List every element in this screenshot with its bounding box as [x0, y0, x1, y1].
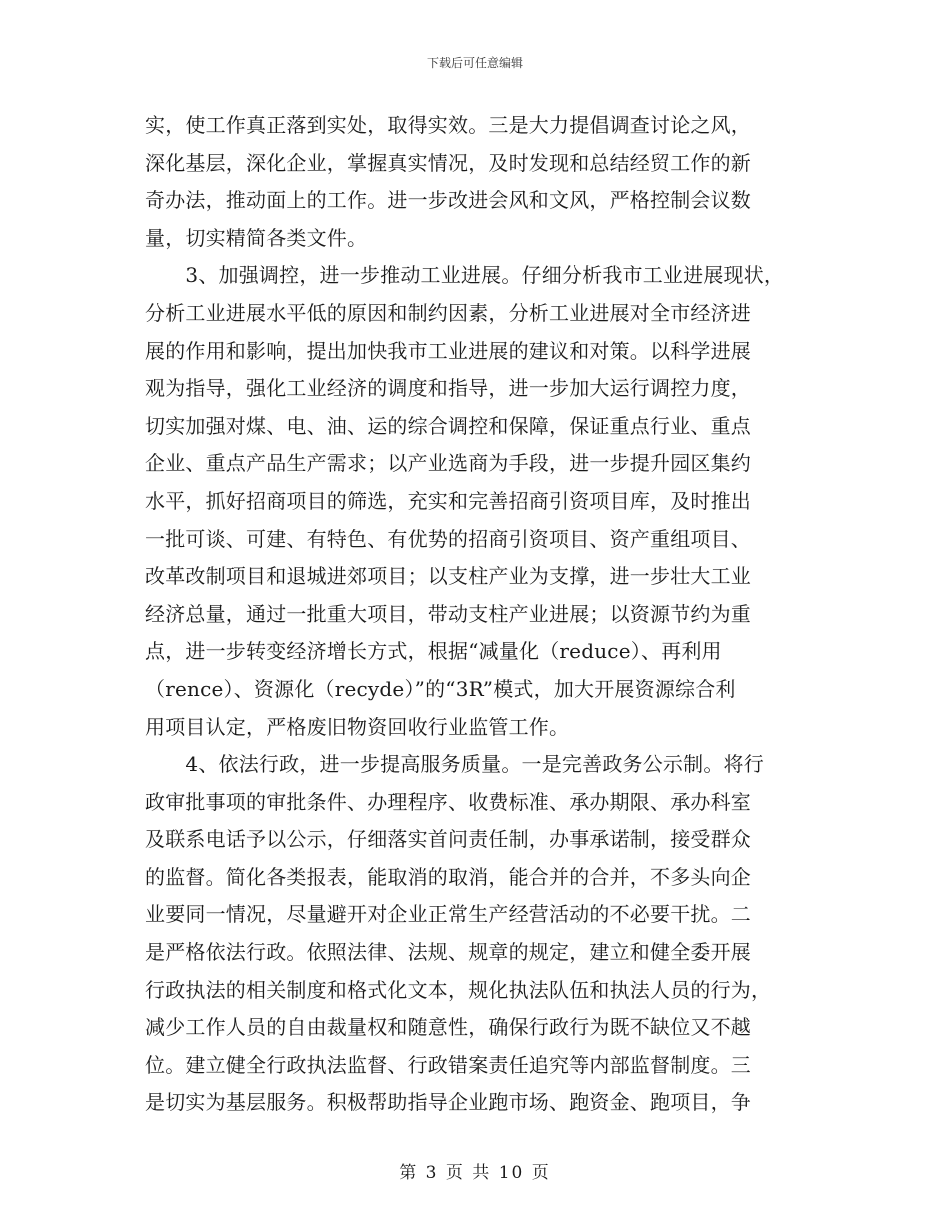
text-line: 及联系电话予以公示，仔细落实首问责任制，办事承诺制，接受群众: [145, 827, 751, 852]
text-line: 观为指导，强化工业经济的调度和指导，进一步加大运行调控力度，: [145, 376, 751, 401]
text-line: 是切实为基层服务。积极帮助指导企业跑市场、跑资金、跑项目，争: [145, 1090, 751, 1115]
text-line: 经济总量，通过一批重大项目，带动支柱产业进展；以资源节约为重: [145, 601, 751, 626]
text-line: 奇办法，推动面上的工作。进一步改进会风和文风，严格控制会议数: [145, 188, 751, 213]
text-line: 的监督。简化各类报表，能取消的取消，能合并的合并，不多头向企: [145, 864, 751, 889]
text-line: 量，切实精简各类文件。: [145, 225, 368, 250]
text-line: 企业、重点产品生产需求；以产业选商为手段，进一步提升园区集约: [145, 451, 751, 476]
text-line: 是严格依法行政。依照法律、法规、规章的规定，建立和健全委开展: [145, 940, 751, 965]
text-line: 位。建立健全行政执法监督、行政错案责任追究等内部监督制度。三: [145, 1052, 751, 1077]
text-line: 业要同一情况，尽量避开对企业正常生产经营活动的不必要干扰。二: [145, 902, 751, 927]
page-number-footer: 第 3 页 共 10 页: [399, 1163, 551, 1183]
text-line: 分析工业进展水平低的原因和制约因素，分析工业进展对全市经济进: [145, 300, 751, 325]
text-line: 点，进一步转变经济增长方式，根据“减量化（reduce）、再利用: [145, 639, 722, 664]
text-line: 用项目认定，严格废旧物资回收行业监管工作。: [145, 714, 570, 739]
text-line: 实，使工作真正落到实处，取得实效。三是大力提倡调查讨论之风，: [145, 113, 751, 137]
text-line: 切实加强对煤、电、油、运的综合调控和保障，保证重点行业、重点: [145, 413, 751, 438]
text-line: 政审批事项的审批条件、办理程序、收费标准、承办期限、承办科室: [145, 789, 751, 814]
text-line: 水平，抓好招商项目的筛选，充实和完善招商引资项目库，及时推出: [145, 488, 751, 513]
text-line: 4、依法行政，进一步提高服务质量。一是完善政务公示制。将行: [145, 752, 764, 777]
text-line: 3、加强调控，进一步推动工业进展。仔细分析我市工业进展现状，: [145, 263, 785, 288]
text-line: 改革改制项目和退城进郊项目；以支柱产业为支撑，进一步壮大工业: [145, 564, 751, 589]
text-line: 深化基层，深化企业，掌握真实情况，及时发现和总结经贸工作的新: [145, 150, 751, 175]
text-line: 展的作用和影响，提出加快我市工业进展的建议和对策。以科学进展: [145, 338, 751, 363]
document-body: [145, 107, 810, 1122]
page-header: 下载后可任意编辑: [426, 56, 523, 70]
text-line: 行政执法的相关制度和格式化文本，规化执法队伍和执法人员的行为，: [145, 977, 772, 1002]
text-line: （rence）、资源化（recyde）”的“3R”模式，加大开展资源综合利: [145, 676, 736, 701]
text-line: 减少工作人员的自由裁量权和随意性，确保行政行为既不缺位又不越: [145, 1015, 751, 1040]
text-line: 一批可谈、可建、有特色、有优势的招商引资项目、资产重组项目、: [145, 526, 751, 551]
